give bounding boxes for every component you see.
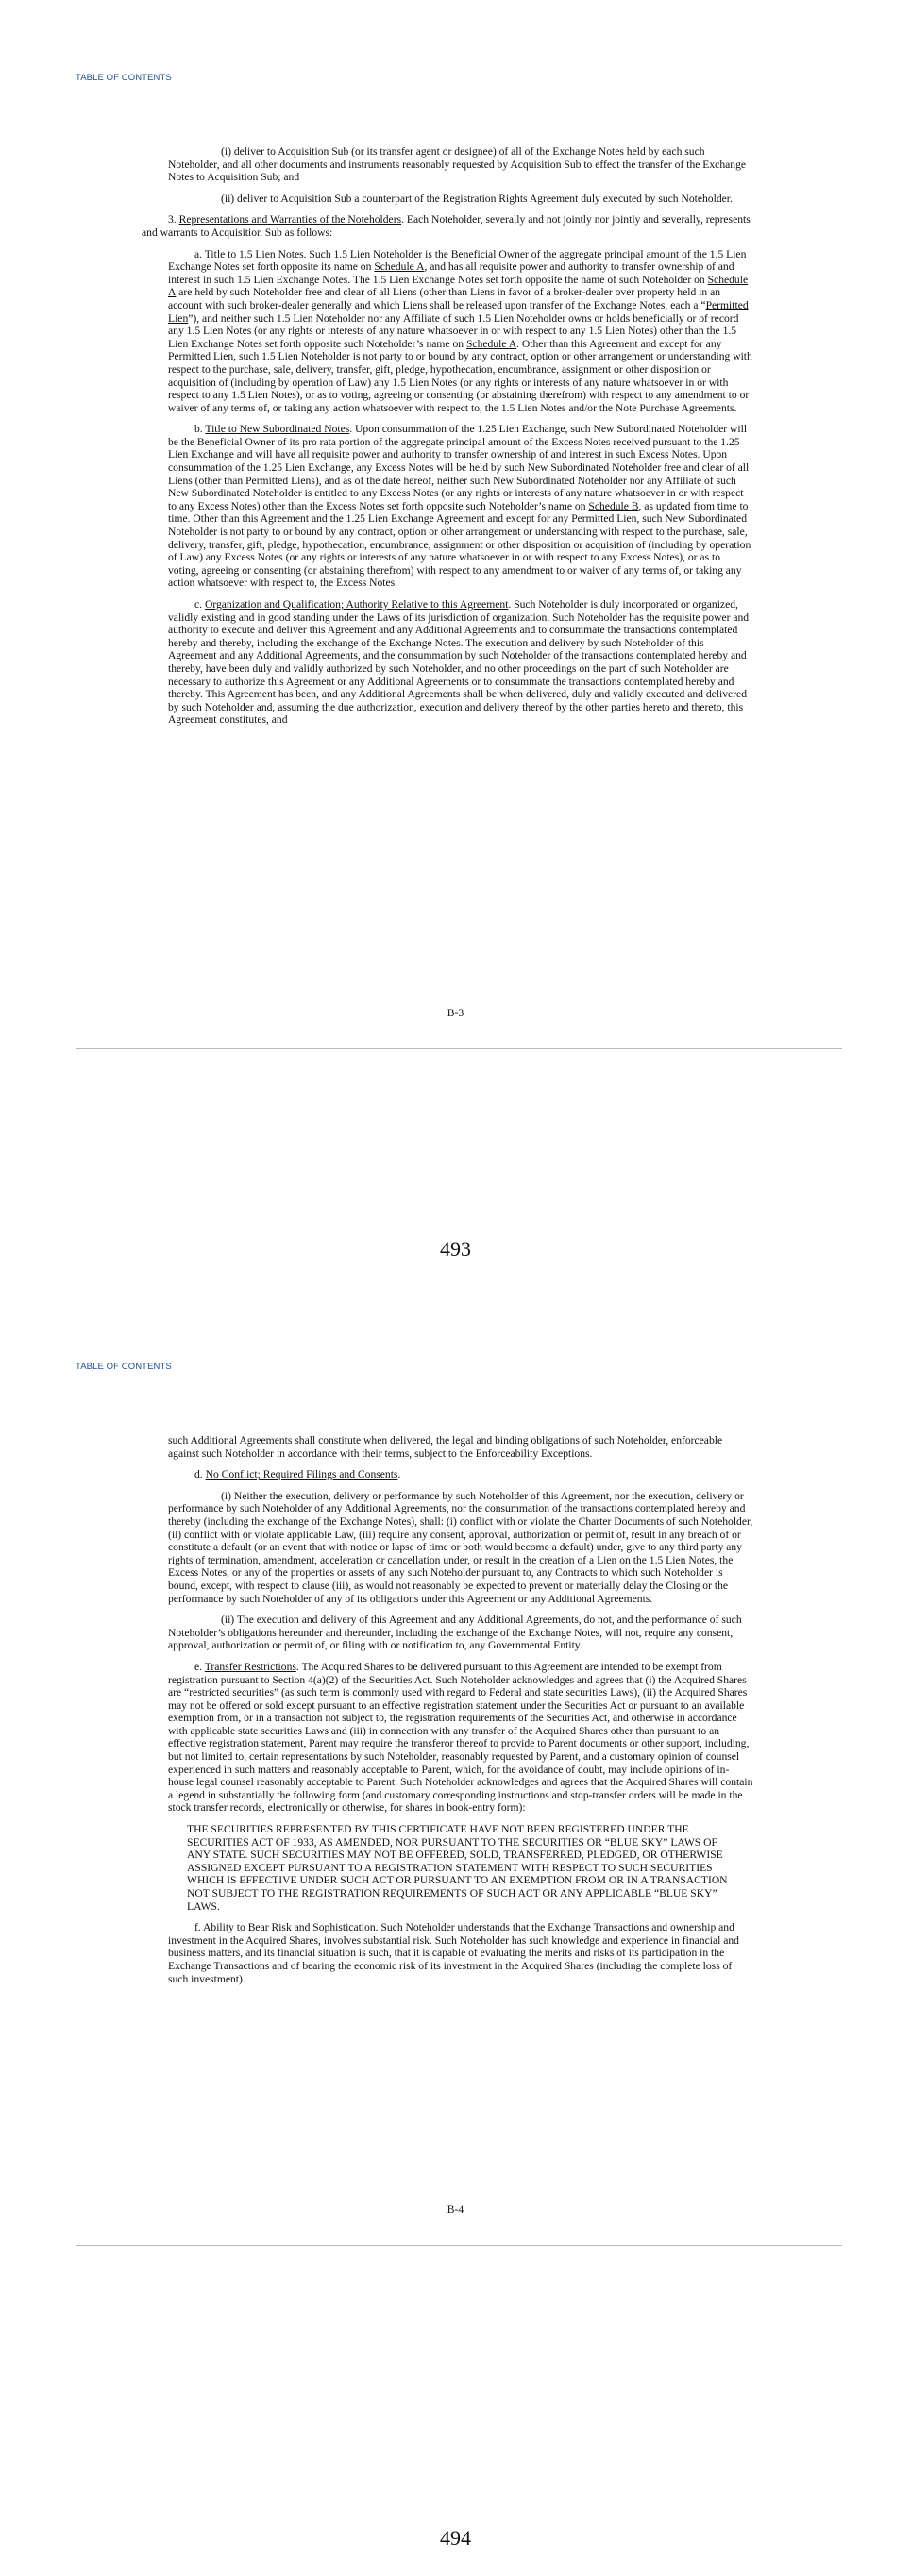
paragraph-continuation: such Additional Agreements shall constitute when delivered, the legal and binding obligations of such Noteholder, enforceable against such Noteholder in accordance with their terms, subject to the Enforceability Exceptions.	[168, 1434, 723, 1460]
section-b-heading: Title to New Subordinated Notes	[205, 423, 350, 436]
section-e-transfer-restrictions: e. Transfer Restrictions. The Acquired Shares to be delivered pursuant to this Agreement are intended to be exempt from registration pursuant to Section 4(a)(2) of the Securities Act. Such Noteholder acknowledges and agrees that (i) the Acquired Shares are “restricted securities” (as such term is commonly used with regard to Federal and state securities Laws), (ii) the Acquired Shares may not be offered or sold except pursuant to an effective registration statement under the Securities Act or pursuant to an available exemption from, or in a transaction not subject to, the registration requirements of the Securities Act, and otherwise in accordance with applicable state securities Laws and (iii) in connection with any transfer of the Acquired Shares other than pursuant to an effective registration statement, Parent may require the transferor thereof to provide to Parent documents or other support, including, but not limited to, certain representations by such Noteholder, reasonably requested by Parent, and a customary opinion of counsel experienced in such matters and reasonably acceptable to Parent, which, for the avoidance of doubt, may include opinions of in-house legal counsel reasonably acceptable to Parent. Such Noteholder acknowledges and agrees that the Acquired Shares will contain a legend in substantially the following form (and customary corresponding instructions and stop-transfer orders will be made in the stock transfer records, electronically or otherwise, for shares in book-entry form):	[168, 1660, 753, 1815]
section-c-organization: c. Organization and Qualification; Authority Relative to this Agreement. Such Noteholder is duly incorporated or organized, validly existing and in good standing under the Laws of its jurisdiction of organization. Such Noteholder has the requisite power and authority to execute and deliver this Agreement and any Additional Agreements and to consummate the transactions contemplated hereby and thereby, including the exchange of the Exchange Notes. The execution and delivery by such Noteholder of this Agreement and any Additional Agreements, and the consummation by such Noteholder of the transactions contemplated hereby and thereby, have been duly and validly authorized by such Noteholder, and no other proceedings on the part of such Noteholder are necessary to authorize this Agreement or any Additional Agreements or to consummate the transactions contemplated hereby and thereby. This Agreement has been, and any Additional Agreements shall be when delivered, duly and validly executed and delivered by such Noteholder and, assuming the due authorization, execution and delivery thereof by the other parties hereto and thereto, this Agreement constitutes, and	[168, 598, 750, 727]
schedule-a-ref: Schedule A	[465, 337, 517, 350]
page-b3-body	[142, 145, 753, 735]
section-e-heading: Transfer Restrictions	[204, 1660, 296, 1673]
page-label: B-4	[447, 2203, 464, 2216]
page-divider	[76, 2245, 842, 2246]
page-b4-body	[168, 1434, 753, 1994]
section-f-heading: Ability to Bear Risk and Sophistication	[203, 1921, 376, 1934]
permitted-lien-term: Permitted Lien	[168, 298, 749, 325]
table-of-contents-link[interactable]: TABLE OF CONTENTS	[76, 1362, 172, 1372]
securities-legend: THE SECURITIES REPRESENTED BY THIS CERTIFICATE HAVE NOT BEEN REGISTERED UNDER THE SECURITIES ACT OF 1933, AS AMENDED, NOR PURSUANT TO THE SECURITIES OR “BLUE SKY” LAWS OF ANY STATE. SUCH SECURITIES MAY NOT BE OFFERED, SOLD, TRANSFERRED, PLEDGED, OR OTHERWISE ASSIGNED EXCEPT PURSUANT TO A REGISTRATION STATEMENT WITH RESPECT TO SUCH SECURITIES WHICH IS EFFECTIVE UNDER SUCH ACT OR PURSUANT TO AN EXEMPTION FROM OR IN A TRANSACTION NOT SUBJECT TO THE REGISTRATION REQUIREMENTS OF SUCH ACT OR ANY APPLICABLE “BLUE SKY” LAWS.	[187, 1823, 728, 1913]
section-3-representations: 3. Representations and Warranties of the Noteholders. Each Noteholder, severally and not jointly nor jointly and severally, represents and warrants to Acquisition Sub as follows:	[142, 213, 751, 239]
page-number: 494	[440, 2526, 471, 2550]
page-label: B-3	[447, 1007, 464, 1019]
section-f-risk-and-sophistication: f. Ability to Bear Risk and Sophistication. Such Noteholder understands that the Exchange Transactions and ownership and investment in the Acquired Shares, involves substantial risk. Such Noteholder has such knowledge and experience in financial and business matters, and its financial situation is such, that it is capable of evaluating the merits and risks of its participation in the Exchange Transactions and of bearing the economic risk of its investment in the Acquired Shares (including the complete loss of such investment).	[168, 1921, 739, 1985]
section-b-title-to-subordinated-notes: b. Title to New Subordinated Notes. Upon consummation of the 1.25 Lien Exchange, such New Subordinated Noteholder will be the Beneficial Owner of its pro rata portion of the aggregate principal amount of the Excess Notes received pursuant to the 1.25 Lien Exchange and will have all requisite power and authority to transfer ownership of and interest in such Excess Notes. Upon consummation of the 1.25 Lien Exchange, any Excess Notes will be held by such New Subordinated Noteholder free and clear of all Liens (other than Permitted Liens), and as of the date hereof, neither such New Subordinated Noteholder nor any Affiliate of such New Subordinated Noteholder is entitled to any Excess Notes (or any rights or interests of any nature whatsoever in or with respect to any Excess Notes) other than the Excess Notes set forth opposite such Noteholder’s name on Schedule B, as updated from time to time. Other than this Agreement and the 1.25 Lien Exchange Agreement and except for any Permitted Lien, such New Subordinated Noteholder is not party to or bound by any contract, option or other arrangement or understanding with respect to the purchase, sale, delivery, transfer, gift, pledge, hypothecation, encumbrance, assignment or other disposition or acquisition of (including by operation of Law) any Excess Notes (or any rights or interests of any nature whatsoever in or with respect to any Excess Notes), or as to voting, agreeing or consenting (or abstaining therefrom) with respect to any amendment to or waiver of any terms of, or taking any action whatsoever with respect to, the Excess Notes.	[168, 423, 751, 590]
page-divider	[76, 1048, 842, 1049]
section-d-clause-ii: (ii) The execution and delivery of this Agreement and any Additional Agreements, do not, and the performance of such Noteholder’s obligations hereunder and thereunder, including the exchange of the Exchange Notes, will not, require any consent, approval, authorization or permit of, or filing with or notification to, any Governmental Entity.	[168, 1614, 742, 1652]
paragraph-deliver-registration-rights: (ii) deliver to Acquisition Sub a counterpart of the Registration Rights Agreement duly executed by such Noteholder.	[221, 192, 733, 205]
section-c-heading: Organization and Qualification; Authority Relative to this Agreement	[204, 598, 509, 611]
schedule-a-ref: Schedule A	[168, 273, 749, 299]
section-d-no-conflict: d. No Conflict; Required Filings and Consents.	[194, 1468, 401, 1481]
section-a-heading: Title to 1.5 Lien Notes	[204, 247, 304, 260]
section-d-heading: No Conflict; Required Filings and Consents	[205, 1468, 398, 1481]
paragraph-deliver-exchange-notes: (i) deliver to Acquisition Sub (or its transfer agent or designee) of all of the Exchange Notes held by each such Noteholder, and all other documents and instruments reasonably requested by Acquisition Sub to effect the transfer of the Exchange Notes to Acquisition Sub; and	[168, 145, 747, 184]
table-of-contents-link[interactable]: TABLE OF CONTENTS	[76, 73, 172, 83]
page-number: 493	[440, 1237, 471, 1261]
schedule-b-ref: Schedule B	[588, 499, 639, 512]
schedule-a-ref: Schedule A	[374, 260, 425, 274]
section-a-title-to-notes: a. Title to 1.5 Lien Notes. Such 1.5 Lien Noteholder is the Beneficial Owner of the aggregate principal amount of the 1.5 Lien Exchange Notes set forth opposite its name on Schedule A, and has all requisite power and authority to transfer ownership of and interest in such 1.5 Lien Exchange Notes. The 1.5 Lien Exchange Notes set forth opposite the name of such Noteholder on Schedule A are held by such Noteholder free and clear of all Liens (other than Liens in favor of a broker-dealer over property held in an account with such broker-dealer generally and which Liens shall be released upon transfer of the Exchange Notes, each a “Permitted Lien”), and neither such 1.5 Lien Noteholder nor any Affiliate of such 1.5 Lien Noteholder owns or holds beneficially or of record any 1.5 Lien Notes (or any rights or interests of any nature whatsoever in or with respect to any 1.5 Lien Notes) other than the 1.5 Lien Exchange Notes set forth opposite such Noteholder’s name on Schedule A. Other than this Agreement and except for any Permitted Lien, such 1.5 Lien Noteholder is not party to or bound by any contract, option or other arrangement or understanding with respect to the purchase, sale, delivery, transfer, gift, pledge, hypothecation, encumbrance, assignment or other disposition or acquisition of (including by operation of Law) any 1.5 Lien Notes (or any rights or interests of any nature whatsoever in or with respect to any 1.5 Lien Notes), or as to voting, agreeing or consenting (or abstaining therefrom) with respect to any amendment to or waiver of any terms of, or taking any action whatsoever with respect to, the 1.5 Lien Notes and/or the Note Purchase Agreements.	[168, 247, 752, 414]
section-3-heading: Representations and Warranties of the Noteholders	[178, 213, 402, 226]
section-d-clause-i: (i) Neither the execution, delivery or performance by such Noteholder of this Agreement, nor the execution, delivery or performance by such Noteholder of any Additional Agreements, nor the consummation of the transactions contemplated hereby and thereby (including the exchange of the Exchange Notes), shall: (i) conflict with or violate the Charter Documents of such Noteholder, (ii) conflict with or violate applicable Law, (iii) require any consent, approval, authorization or permit of, result in any breach of or constitute a default (or an event that with notice or lapse of time or both would become a default) under, give to any third party any rights of termination, amendment, acceleration or cancellation under, or result in the creation of a Lien on the 1.5 Lien Notes, the Excess Notes, or any of the properties or assets of any such Noteholder pursuant to, any Contracts to which such Noteholder is bound, except, with respect to clause (iii), as would not reasonably be expected to prevent or materially delay the Closing or the performance by such Noteholder of any of its obligations under this Agreement or any Additional Agreements.	[168, 1489, 753, 1605]
